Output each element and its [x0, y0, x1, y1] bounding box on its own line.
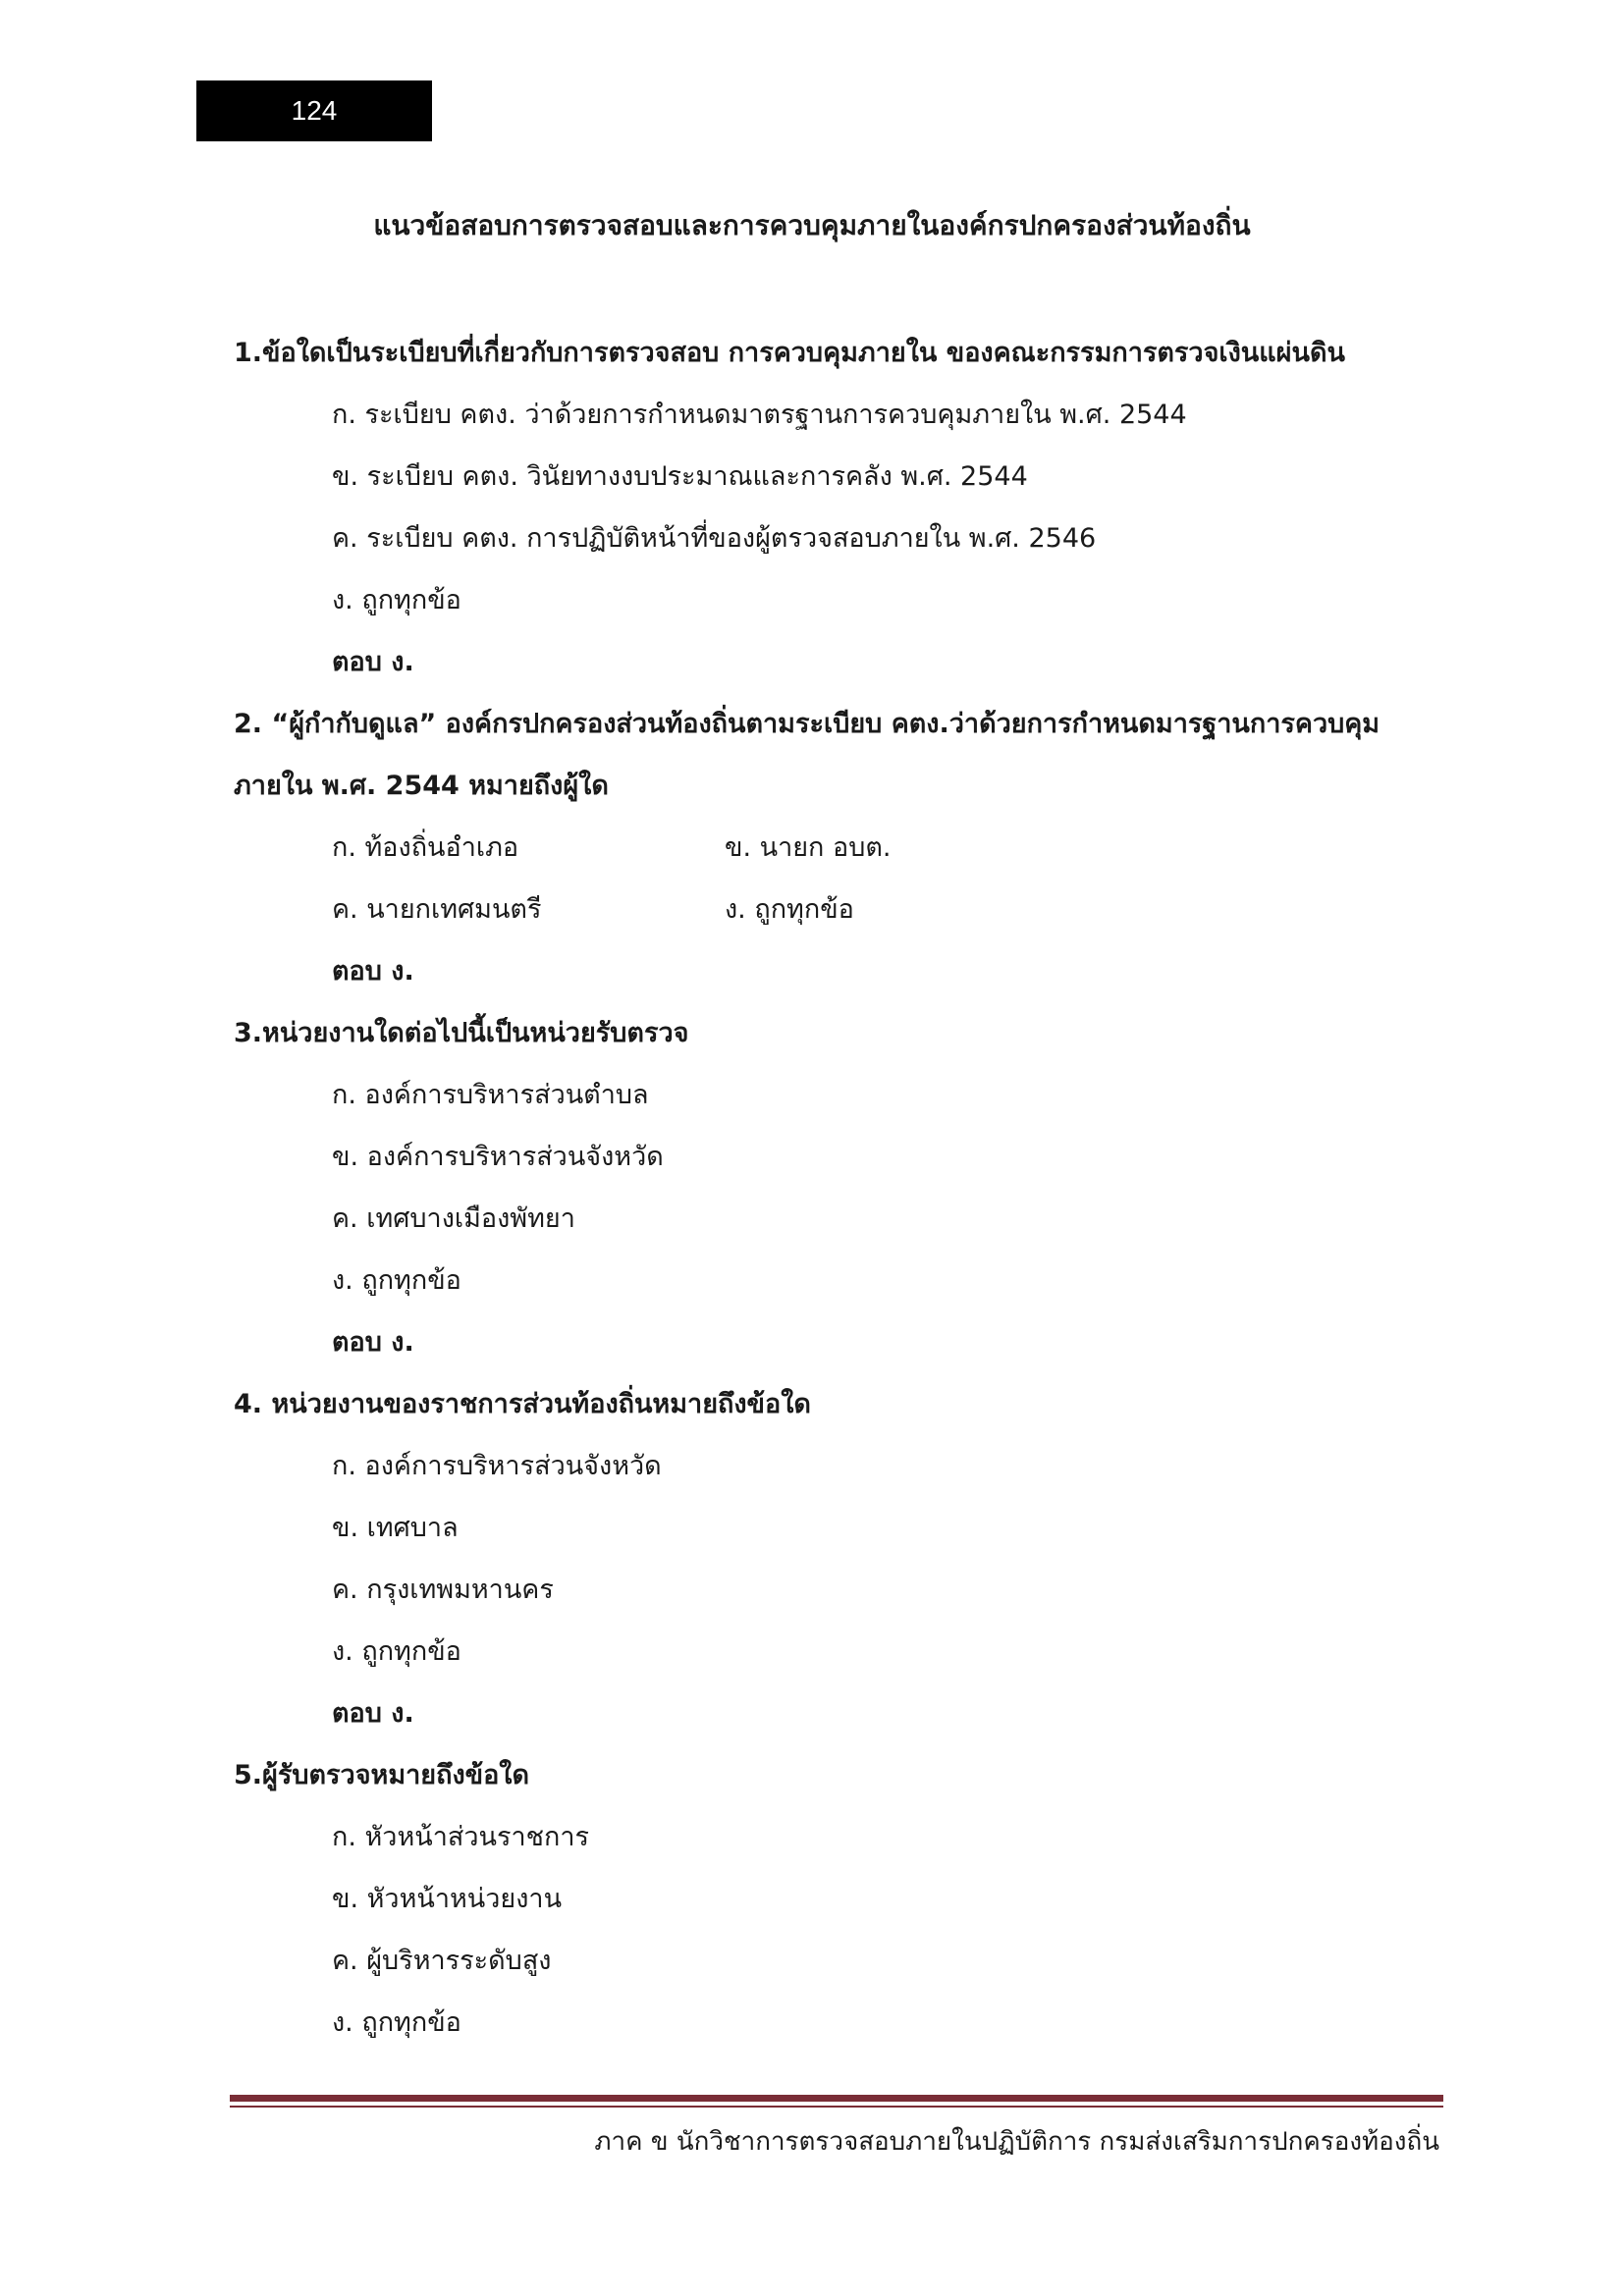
question-2-choice-a: ก. ท้องถิ่นอำเภอ — [332, 832, 519, 863]
question-3-choice-a: ก. องค์การบริหารส่วนตำบล — [332, 1080, 649, 1110]
question-4-choice-d: ง. ถูกทุกข้อ — [332, 1636, 461, 1667]
document-title: แนวข้อสอบการตรวจสอบและการควบคุมภายในองค์กรปกครองส่วนท้องถิ่น — [373, 209, 1251, 241]
question-5-choice-b: ข. หัวหน้าหน่วยงาน — [332, 1884, 563, 1914]
question-3-answer: ตอบ ง. — [332, 1327, 414, 1358]
question-4-text: 4. หน่วยงานของราชการส่วนท้องถิ่นหมายถึงข้อใด — [234, 1389, 811, 1419]
question-1-text: 1.ข้อใดเป็นระเบียบที่เกี่ยวกับการตรวจสอบ การควบคุมภายใน ของคณะกรรมการตรวจเงินแผ่นดิน — [234, 338, 1345, 368]
footer-divider-thick — [230, 2095, 1443, 2102]
question-3-text: 3.หน่วยงานใดต่อไปนี้เป็นหน่วยรับตรวจ — [234, 1018, 689, 1048]
question-3-choice-b: ข. องค์การบริหารส่วนจังหวัด — [332, 1142, 664, 1172]
question-2-choice-row-1 — [234, 817, 1451, 879]
question-5-choice-c: ค. ผู้บริหารระดับสูง — [332, 1946, 552, 1976]
question-4-choice-c: ค. กรุงเทพมหานคร — [332, 1575, 554, 1605]
page-number: 124 — [196, 80, 432, 141]
question-4-choice-a: ก. องค์การบริหารส่วนจังหวัด — [332, 1451, 662, 1481]
question-2-text-line1: 2. “ผู้กำกับดูแล” องค์กรปกครองส่วนท้องถิ่นตามระเบียบ คตง.ว่าด้วยการกำหนดมารฐานการควบคุม — [234, 709, 1380, 739]
question-2-choice-row-2 — [234, 879, 1451, 940]
question-1-choice-c: ค. ระเบียบ คตง. การปฏิบัติหน้าที่ของผู้ตรวจสอบภายใน พ.ศ. 2546 — [332, 523, 1097, 554]
question-5-choice-a: ก. หัวหน้าส่วนราชการ — [332, 1822, 589, 1852]
question-1-choice-d: ง. ถูกทุกข้อ — [332, 585, 461, 615]
question-2-answer: ตอบ ง. — [332, 956, 414, 987]
question-5-text: 5.ผู้รับตรวจหมายถึงข้อใด — [234, 1760, 530, 1790]
question-1-answer: ตอบ ง. — [332, 647, 414, 677]
question-1-choice-a: ก. ระเบียบ คตง. ว่าด้วยการกำหนดมาตรฐานการควบคุมภายใน พ.ศ. 2544 — [332, 400, 1187, 430]
question-2-choice-d: ง. ถูกทุกข้อ — [725, 894, 854, 925]
question-4-answer: ตอบ ง. — [332, 1698, 414, 1729]
question-2-choice-b: ข. นายก อบต. — [725, 832, 892, 863]
question-3-choice-d: ง. ถูกทุกข้อ — [332, 1265, 461, 1296]
question-4-choice-b: ข. เทศบาล — [332, 1513, 459, 1543]
question-5-choice-d: ง. ถูกทุกข้อ — [332, 2007, 461, 2038]
question-2-choice-c: ค. นายกเทศมนตรี — [332, 894, 542, 925]
question-3-choice-c: ค. เทศบางเมืองพัทยา — [332, 1203, 575, 1234]
footer-text: ภาค ข นักวิชาการตรวจสอบภายในปฏิบัติการ กรมส่งเสริมการปกครองท้องถิ่น — [594, 2127, 1439, 2157]
footer-divider-thin — [230, 2106, 1443, 2108]
question-list — [234, 322, 1451, 2054]
question-1-choice-b: ข. ระเบียบ คตง. วินัยทางงบประมาณและการคลัง พ.ศ. 2544 — [332, 461, 1028, 492]
question-2-text-line2: ภายใน พ.ศ. 2544 หมายถึงผู้ใด — [234, 771, 609, 801]
